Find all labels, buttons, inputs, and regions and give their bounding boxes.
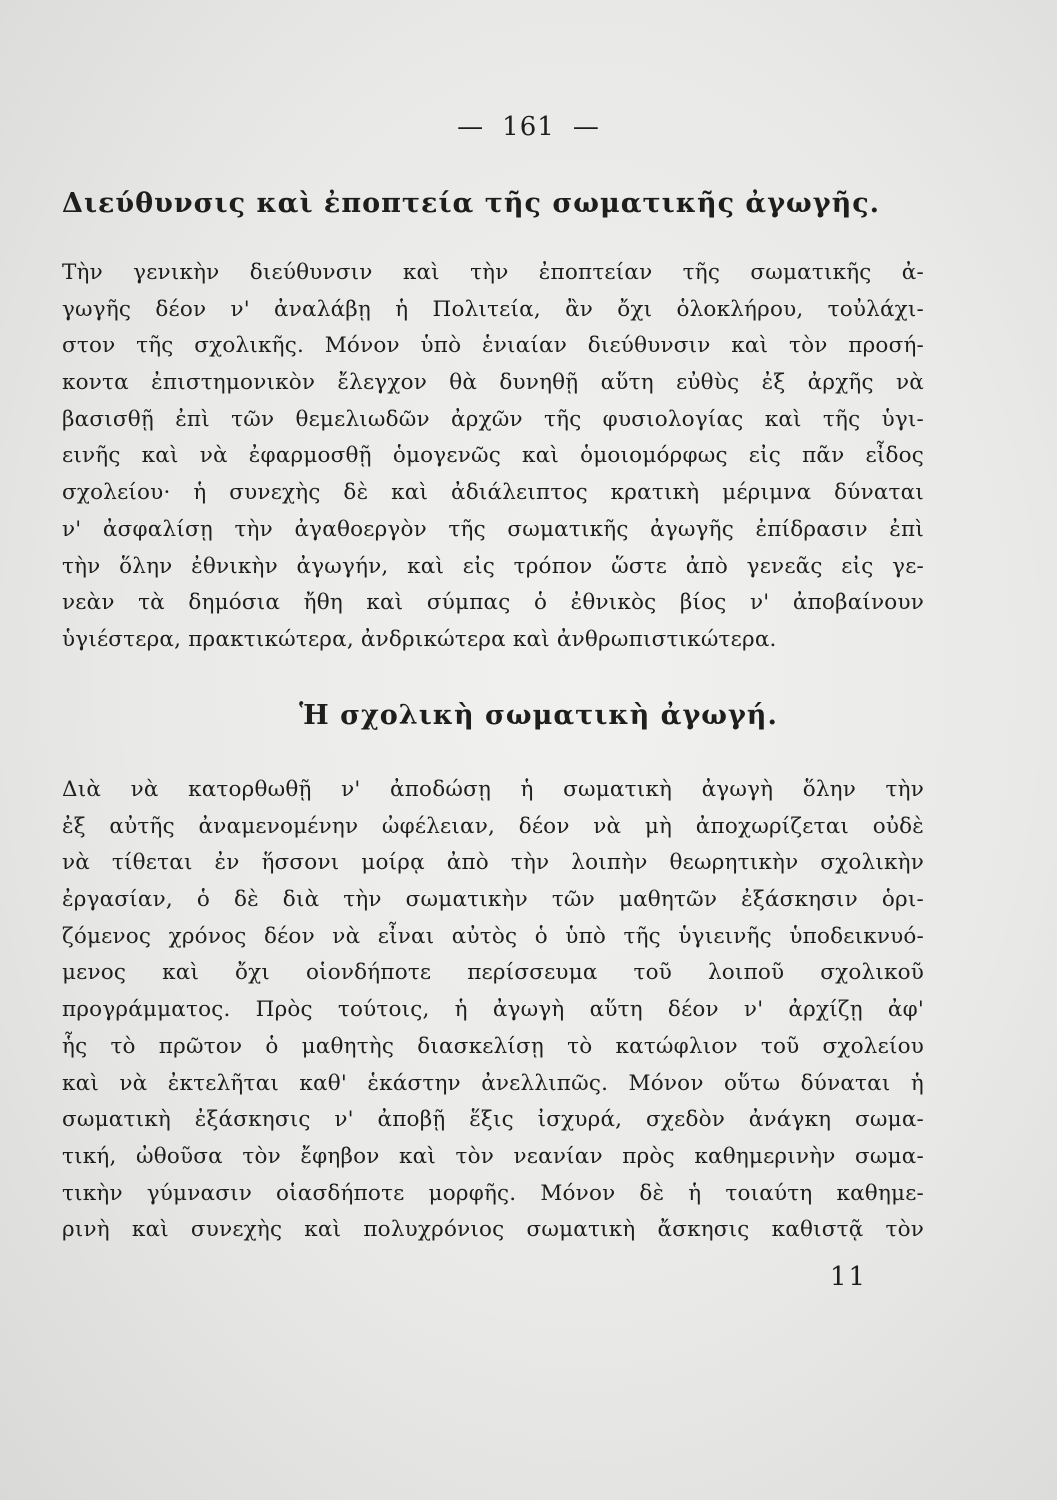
text-line: νὰ τίθεται ἐν ἥσσονι μοίρᾳ ἀπὸ τὴν λοιπὴν θεωρητικὴν σχολικὴν [62, 850, 924, 876]
text-line: μενος καὶ ὄχι οἱονδήποτε περίσσευμα τοῦ λοιποῦ σχολικοῦ [62, 960, 924, 986]
text-line: κοντα ἐπιστημονικὸν ἔλεγχον θὰ δυνηθῇ αὕτη εὐθὺς ἐξ ἀρχῆς νὰ [62, 370, 924, 396]
section-heading-1: Διεύθυνσις καὶ ἐποπτεία τῆς σωματικῆς ἀγωγῆς. [62, 188, 881, 219]
text-line: ν' ἀσφαλίσῃ τὴν ἀγαθοεργὸν τῆς σωματικῆς ἀγωγῆς ἐπίδρασιν ἐπὶ [62, 516, 924, 542]
text-line: στον τῆς σχολικῆς. Μόνον ὑπὸ ἑνιαίαν διεύθυνσιν καὶ τὸν προσή- [62, 333, 924, 359]
text-line: σχολείου· ἡ συνεχὴς δὲ καὶ ἀδιάλειπτος κρατικὴ μέριμνα δύναται [62, 480, 924, 506]
text-line: σωματικὴ ἐξάσκησις ν' ἀποβῇ ἕξις ἰσχυρά, σχεδὸν ἀνάγκη σωμα- [62, 1107, 924, 1133]
text-line: Τὴν γενικὴν διεύθυνσιν καὶ τὴν ἐποπτείαν τῆς σωματικῆς ἀ- [62, 260, 924, 285]
text-line: εινῆς καὶ νὰ ἐφαρμοσθῇ ὁμογενῶς καὶ ὁμοιομόρφως εἰς πᾶν εἶδος [62, 443, 924, 469]
page-number: 161 [502, 112, 555, 142]
text-line: γωγῆς δέον ν' ἀναλάβῃ ἡ Πολιτεία, ἂν ὄχι ὁλοκλήρου, τοὐλάχι- [62, 296, 924, 322]
text-line: βασισθῇ ἐπὶ τῶν θεμελιωδῶν ἀρχῶν τῆς φυσιολογίας καὶ τῆς ὑγι- [62, 406, 924, 432]
text-line: Διὰ νὰ κατορθωθῇ ν' ἀποδώσῃ ἡ σωματικὴ ἀγωγὴ ὅλην τὴν [62, 777, 924, 802]
text-line: ἐξ αὐτῆς ἀναμενομένην ὠφέλειαν, δέον νὰ μὴ ἀποχωρίζεται οὐδὲ [62, 813, 924, 839]
text-line: ρινὴ καὶ συνεχὴς καὶ πολυχρόνιος σωματικὴ ἄσκησις καθιστᾷ τὸν [62, 1217, 924, 1243]
text-line: τὴν ὅλην ἐθνικὴν ἀγωγήν, καὶ εἰς τρόπον ὥστε ἀπὸ γενεᾶς εἰς γε- [62, 553, 924, 579]
text-line: καὶ νὰ ἐκτελῆται καθ' ἑκάστην ἀνελλιπῶς. Μόνον οὕτω δύναται ἡ [62, 1070, 924, 1096]
page-header [0, 112, 1057, 142]
text-line: ἧς τὸ πρῶτον ὁ μαθητὴς διασκελίσῃ τὸ κατώφλιον τοῦ σχολείου [62, 1033, 924, 1059]
text-line: ὑγιέστερα, πρακτικώτερα, ἀνδρικώτερα καὶ ἀνθρωπιστικώτερα. [62, 626, 777, 652]
paragraph-1 [62, 255, 924, 659]
dash-right: — [572, 112, 600, 142]
section-heading-2: Ἡ σχολικὴ σωματικὴ ἀγωγή. [299, 700, 778, 731]
text-line: νεὰν τὰ δημόσια ἤθη καὶ σύμπας ὁ ἐθνικὸς βίος ν' ἀποβαίνουν [62, 590, 924, 616]
signature-mark: 11 [830, 1262, 868, 1292]
dash-left: — [457, 112, 485, 142]
text-line: προγράμματος. Πρὸς τούτοις, ἡ ἀγωγὴ αὕτη δέον ν' ἀρχίζῃ ἀφ' [62, 997, 924, 1023]
text-line: τικὴν γύμνασιν οἱασδήποτε μορφῆς. Μόνον δὲ ἡ τοιαύτη καθημε- [62, 1180, 924, 1206]
text-line: τική, ὠθοῦσα τὸν ἔφηβον καὶ τὸν νεανίαν πρὸς καθημερινὴν σωμα- [62, 1143, 924, 1169]
text-line: ἐργασίαν, ὁ δὲ διὰ τὴν σωματικὴν τῶν μαθητῶν ἐξάσκησιν ὁρι- [62, 887, 924, 913]
text-line: ζόμενος χρόνος δέον νὰ εἶναι αὐτὸς ὁ ὑπὸ τῆς ὑγιεινῆς ὑποδεικνυό- [62, 923, 924, 949]
paragraph-2 [62, 772, 924, 1249]
